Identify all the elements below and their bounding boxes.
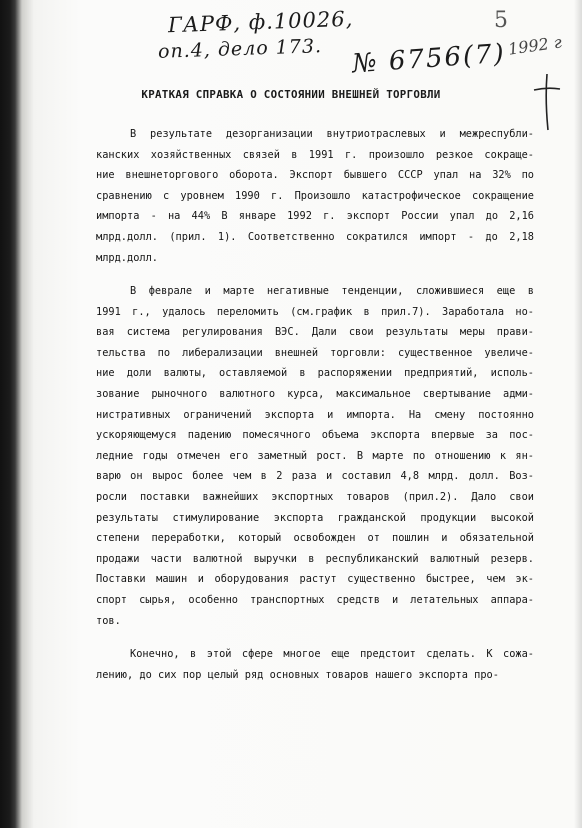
paragraph-line: ускоряющемуся падению помесячного объема экспорта впервые за пос- xyxy=(96,429,534,442)
year-annotation: 1992 г xyxy=(506,32,563,59)
paragraph-line: Конечно, в этой сфере многое еще предстоит сделать. К сожа- xyxy=(130,648,534,661)
paragraph-line: канских хозяйственных связей в 1991 г. произошло резкое сокраще- xyxy=(96,148,534,161)
paragraph-line: тельства по либерализации внешней торговли: существенное увеличе- xyxy=(96,346,534,359)
document-number: № 6756(7) xyxy=(351,38,507,80)
paragraph-line: степени переработки, который освобожден от пошлин и обязательной xyxy=(96,532,534,545)
paragraph-line: тов. xyxy=(96,614,121,627)
paragraph-line: результаты стимулирование экспорта гражданской продукции высокой xyxy=(96,511,534,524)
paragraph-line: ние внешнеторгового оборота. Экспорт бывшего СССР упал на 32% по xyxy=(96,169,534,182)
archive-reference-line-2: оп.4, дело 173. xyxy=(157,35,323,63)
paragraph-line: В феврале и марте негативные тенденции, сложившиеся еще в xyxy=(130,285,534,298)
paragraph-line: 1991 г., удалось переломить (см.график в прил.7). Заработала но- xyxy=(96,305,534,318)
paragraph xyxy=(96,644,534,685)
handwritten-cross-mark xyxy=(532,70,562,132)
paragraph-line: Поставки машин и оборудования растут существенно быстрее, чем эк- xyxy=(96,573,534,586)
archive-reference-line-1: ГАРФ, ф.10026, xyxy=(167,6,354,38)
corner-mark: 5 xyxy=(494,8,508,33)
paragraph xyxy=(96,281,534,631)
paragraph-line: лению, до сих пор целый ряд основных товаров нашего экспорта про- xyxy=(96,668,499,681)
paragraph-line: зование рыночного валютного курса, максимальное свертывание адми- xyxy=(96,388,534,401)
paragraph-line: млрд.долл. (прил. 1). Соответственно сократился импорт - до 2,18 xyxy=(96,230,534,243)
paragraph-line: импорта - на 44% В январе 1992 г. экспорт России упал до 2,16 xyxy=(96,210,534,223)
paragraph-line: ние доли валюты, оставляемой в распоряжении предприятий, исполь- xyxy=(96,367,534,380)
paragraph-line: продажи части валютной выручки в республиканский валютный резерв. xyxy=(96,552,534,565)
document-title: КРАТКАЯ СПРАВКА О СОСТОЯНИИ ВНЕШНЕЙ ТОРГОВЛИ xyxy=(141,88,441,101)
paragraph-line: сравнению с уровнем 1990 г. Произошло катастрофическое сокращение xyxy=(96,189,534,202)
paragraph-line: спорт сырья, особенно транспортных средств и летательных аппара- xyxy=(96,593,534,606)
paragraph-line: вая система регулирования ВЭС. Дали свои результаты меры прави- xyxy=(96,326,534,339)
paragraph-line: варю он вырос более чем в 2 раза и составил 4,8 млрд. долл. Воз- xyxy=(96,470,534,483)
paragraph-line: В результате дезорганизации внутриотраслевых и межреспубли- xyxy=(130,128,534,140)
paragraph-line: нистративных ограничений экспорта и импорта. На смену постоянно xyxy=(96,408,534,421)
document-body xyxy=(96,124,534,698)
paragraph-line: росли поставки важнейших экспортных товаров (прил.2). Дало свои xyxy=(96,490,534,503)
paragraph xyxy=(96,124,534,268)
paragraph-line: ледние годы отмечен его заметный рост. В марте по отношению к ян- xyxy=(96,449,534,462)
paragraph-line: млрд.долл. xyxy=(96,251,158,264)
